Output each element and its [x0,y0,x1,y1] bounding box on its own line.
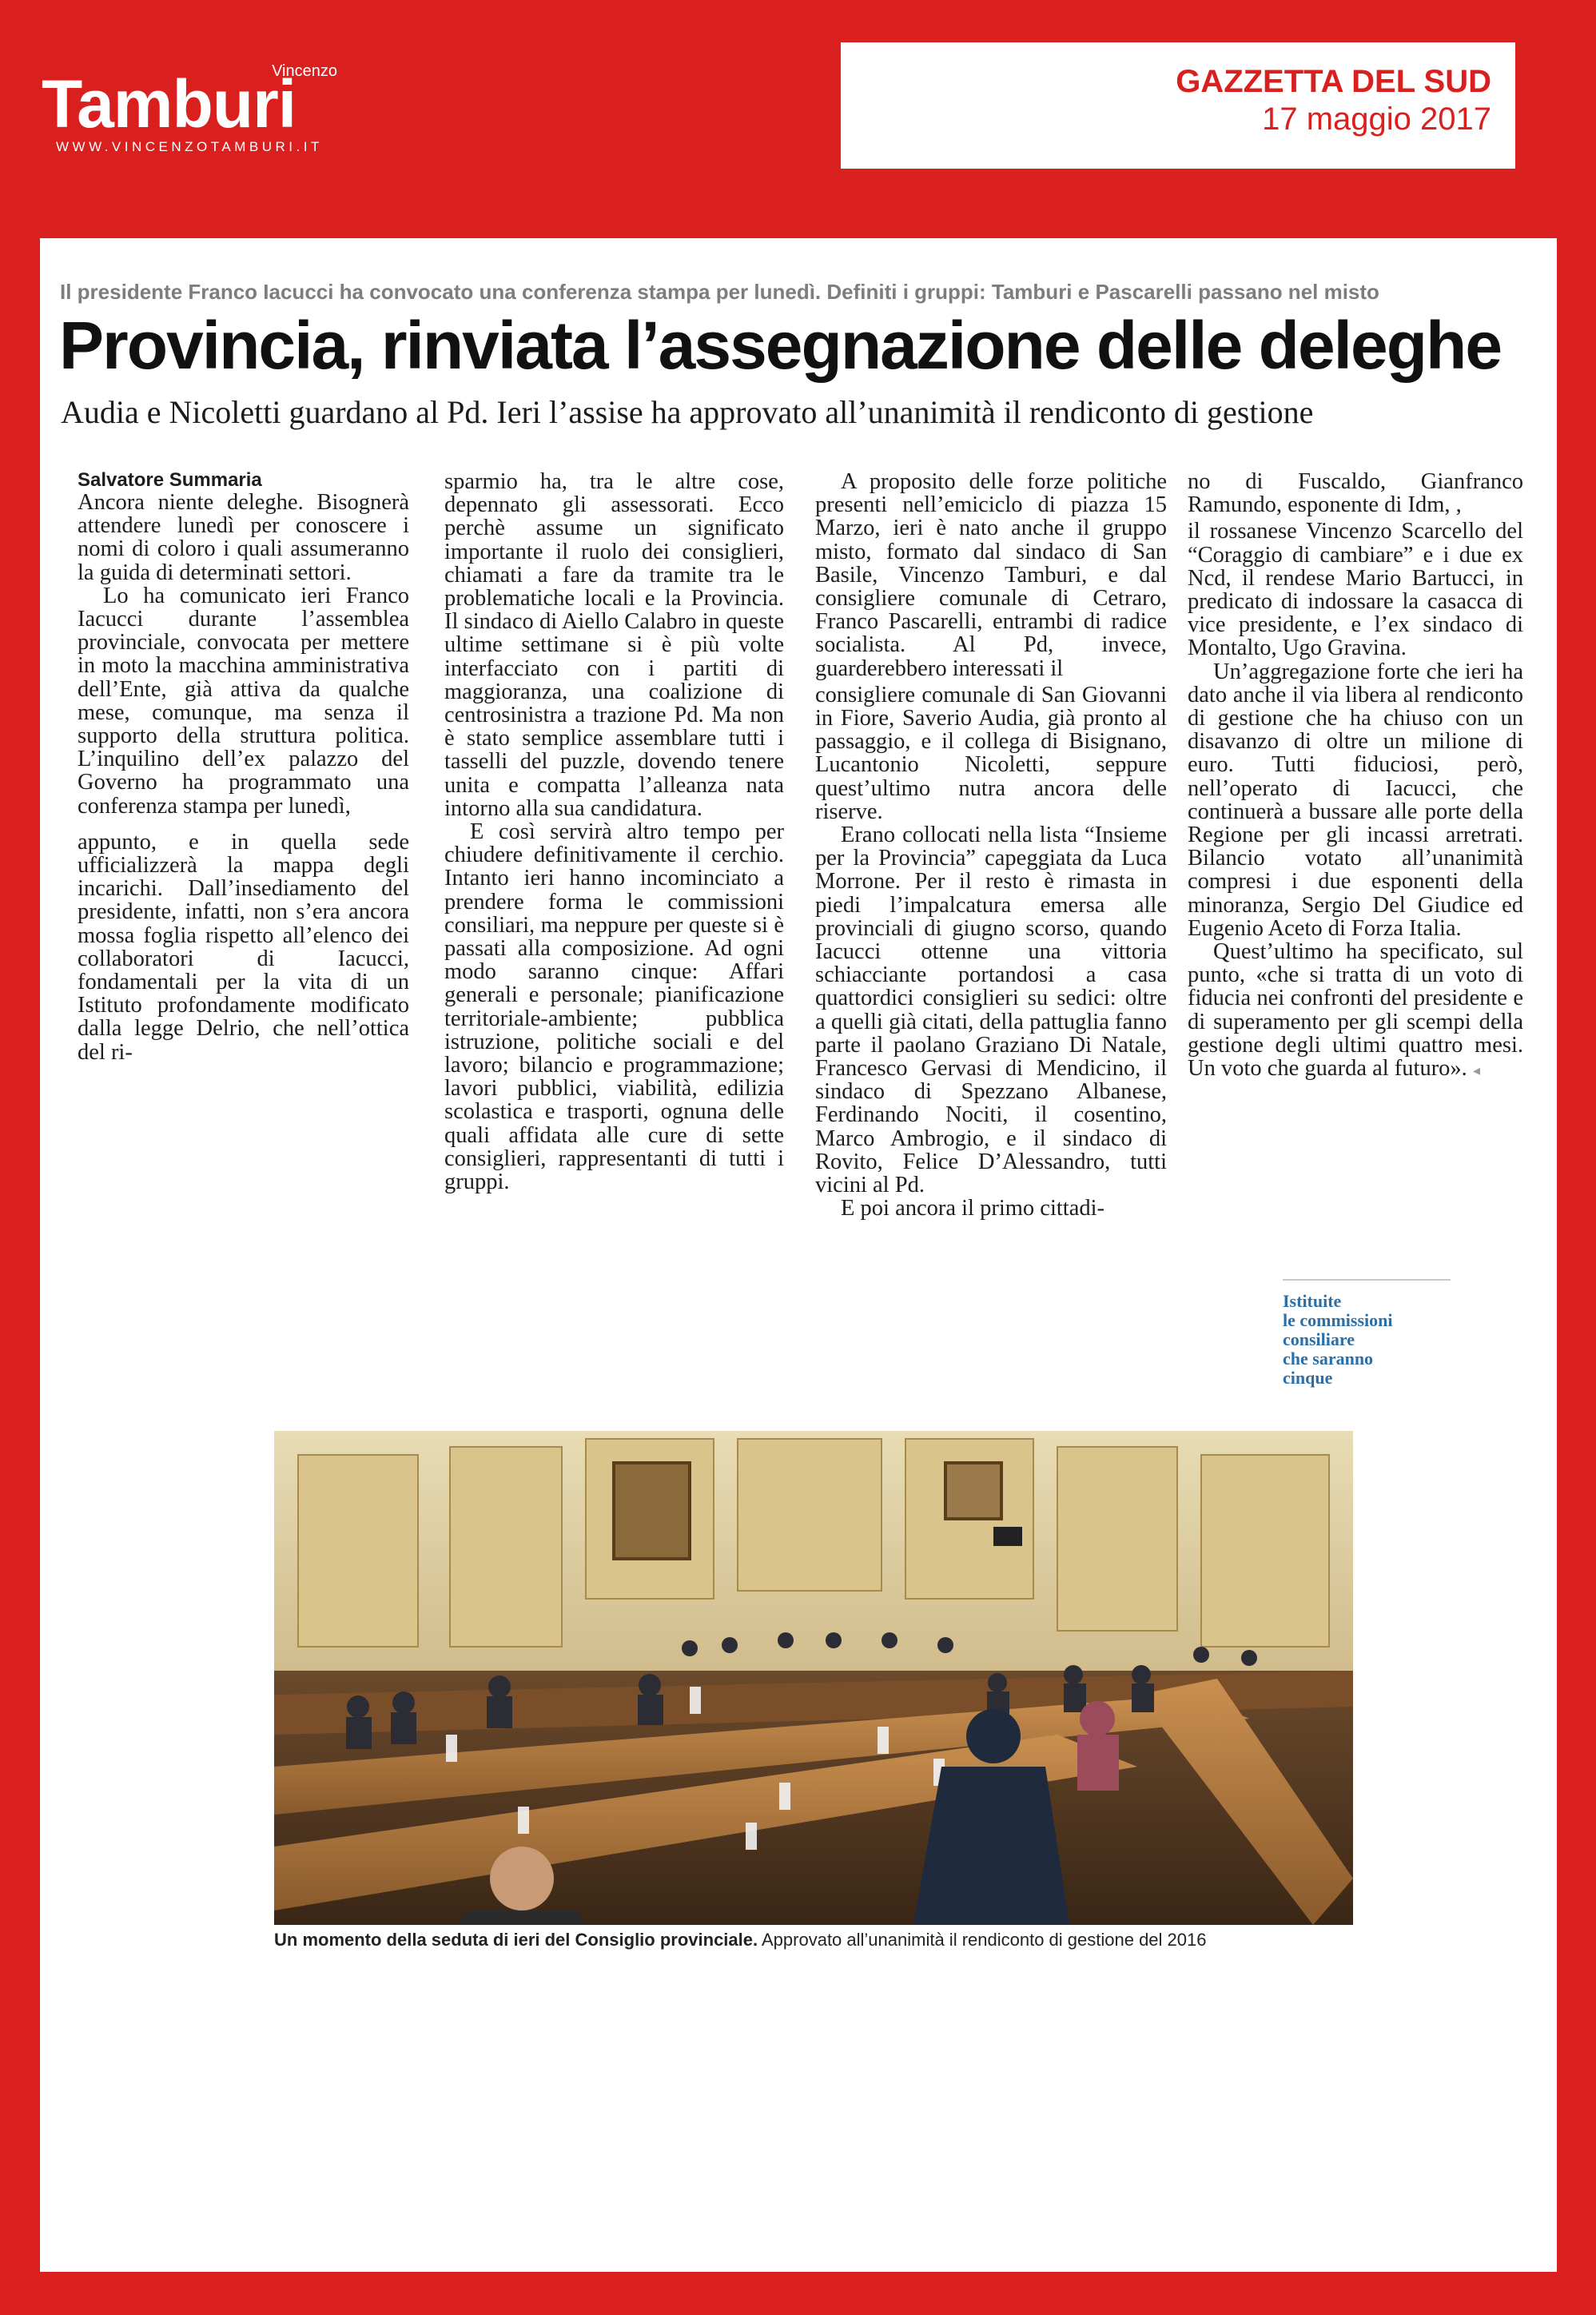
paragraph: il rossanese Vincenzo Scarcello del “Coraggio di cambiare” e i due ex Ncd, il rendese Mario Bartucci, in predicato di indossare la casacca di vice presidente, e l’ex sindaco di Montalto, Ugo Gravina. [1188,519,1523,661]
article-column-1 [78,470,409,1064]
paragraph: A proposito delle forze politiche presenti nell’emiciclo di piazza 15 Marzo, ieri è nato anche il gruppo misto, formato dal sindaco di San Basile, Vincenzo Tamburi, e dal consigliere comunale di Cetraro, Franco Pascarelli, entrambi di radice socialista. Al Pd, invece, guarderebbero interessati il [815,469,1167,681]
paragraph: Lo ha comunicato ieri Franco Iacucci durante l’assemblea provinciale, convocata per mettere in moto la macchina amministrativa dell’Ente, già attiva da qualche mese, comunque, ma senza il supporto della struttura politica. L’inquilino dell’ex palazzo del Governo ha programmato una conferenza stampa per lunedì, [78,583,409,819]
sidebar-box [1283,1279,1451,1388]
paragraph [1188,940,1523,1082]
article-author: Salvatore Summaria [78,469,262,491]
article-page [40,238,1557,2272]
brand-last-name: Tamburi [42,66,297,141]
article-column-2 [444,470,784,1193]
paragraph: E così servirà altro tempo per chiudere definitivamente il cerchio. Intanto ieri hanno incominciato a prendere forma le commissioni consiliari, ma neppure per queste si è passati alla composizione. Ad ogni modo saranno cinque: Affari generali e personale; pianificazione territoriale-ambiente; pubblica istruzione, politiche sociali e del lavoro; bilancio e programmazione; lavori pubblici, viabilità, edilizia scolastica e trasporti, ognuna delle quali affidata alle cure di sette consiglieri, rappresentanti di tutti i gruppi. [444,819,784,1195]
brand-first-name: Vincenzo [272,62,337,80]
article-column-4 [1188,470,1523,1082]
sidebox-line: Istituite [1283,1291,1342,1311]
paragraph: Un’aggregazione forte che ieri ha dato anche il via libera al rendiconto di gestione che ha chiuso con un disavanzo di oltre un milione di euro. Tutti fiduciosi, però, nell’operato di Iacucci, che continuerà a bussare alle porte della Regione per gli incassi arretrati. Bilancio votato all’unanimità compresi i due esponenti della minoranza, Sergio Del Giudice ed Eugenio Aceto di Forza Italia. [1188,659,1523,941]
photo-caption [274,1930,1377,1950]
brand-url: WWW.VINCENZOTAMBURI.IT [56,139,323,154]
publication-date: 17 maggio 2017 [1262,102,1491,137]
sidebox-line: le commissioni [1283,1310,1393,1330]
article-headline: Provincia, rinviata l’assegnazione delle deleghe [59,308,1502,383]
paragraph: consigliere comunale di San Giovanni in Fiore, Saverio Audia, già pronto al passaggio, e il collega di Bisignano, Lucantonio Nicoletti, seppure quest’ultimo nutra ancora delle riserve. [815,682,1167,824]
article-kicker: Il presidente Franco Iacucci ha convocato una conferenza stampa per lunedì. Definiti i gruppi: Tamburi e Pascarelli passano nel misto [60,280,1379,304]
article-subhead: Audia e Nicoletti guardano al Pd. Ieri l’assise ha approvato all’unanimità il rendiconto di gestione [61,394,1314,430]
brand-logo [42,62,337,158]
paragraph-text: Quest’ultimo ha specificato, sul punto, «che si tratta di un voto di fiducia nei confronti del presidente e di superamento per gli scempi della gestione degli ultimi quattro mesi. Un voto che guarda al futuro». [1188,939,1523,1082]
article-column-3 [815,470,1167,1221]
sidebox-line: cinque [1283,1368,1333,1388]
paragraph: no di Fuscaldo, Gianfranco Ramundo, esponente di Idm, , [1188,469,1523,518]
sidebox-line: consiliare [1283,1329,1355,1349]
paragraph: sparmio ha, tra le altre cose, depennato gli assessorati. Ecco perchè assume un significato importante il ruolo dei consiglieri, chiamati a fare da tramite tra le problematiche locali e la Provincia. Il sindaco di Aiello Calabro in queste ultime settimane si è più volte interfacciato con i partiti di maggioranza, una coalizione di centrosinistra a trazione Pd. Ma non è stato semplice assemblare tutti i tasselli del puzzle, dovendo tenere unita e compatta l’alleanza nata intorno alla sua candidatura. [444,469,784,821]
newspaper-name: GAZZETTA DEL SUD [1176,64,1491,99]
sidebox-line: che saranno [1283,1349,1374,1369]
source-box [841,42,1515,169]
caption-rest: Approvato all’unanimità il rendiconto di gestione del 2016 [758,1930,1207,1950]
paragraph: Ancora niente deleghe. Bisognerà attendere lunedì per conoscere i nomi di coloro i quali assumeranno la guida di determinati settori. [78,490,409,585]
caption-bold: Un momento della seduta di ieri del Consiglio provinciale. [274,1930,758,1950]
end-mark-icon: ◂ [1472,1062,1480,1079]
paragraph: E poi ancora il primo cittadi- [841,1196,1105,1221]
council-chamber-photo [274,1431,1353,1925]
paragraph: Erano collocati nella lista “Insieme per la Provincia” capeggiata da Luca Morrone. Per il resto è rimasta in piedi l’impalcatura emersa alle provinciali di giugno scorso, quando Iacucci ottenne una vittoria schiacciante portandosi a casa quattordici consiglieri su sedici: oltre a quelli già citati, della pattuglia fanno parte il paolano Graziano Di Natale, Francesco Gervasi di Mendicino, il sindaco di Spezzano Albanese, Ferdinando Nociti, il cosentino, Marco Ambrogio, e il sindaco di Rovito, Felice D’Alessandro, tutti vicini al Pd. [815,823,1167,1198]
council-chamber-illustration [274,1431,1353,1925]
paragraph: appunto, e in quella sede ufficializzerà la mappa degli incarichi. Dall’insediamento del presidente, infatti, non s’era ancora mossa foglia rispetto all’elenco dei collaboratori di Iacucci, fondamentali per la vita di un Istituto profondamente modificato dalla legge Delrio, che nell’ottica del ri- [78,829,409,1065]
